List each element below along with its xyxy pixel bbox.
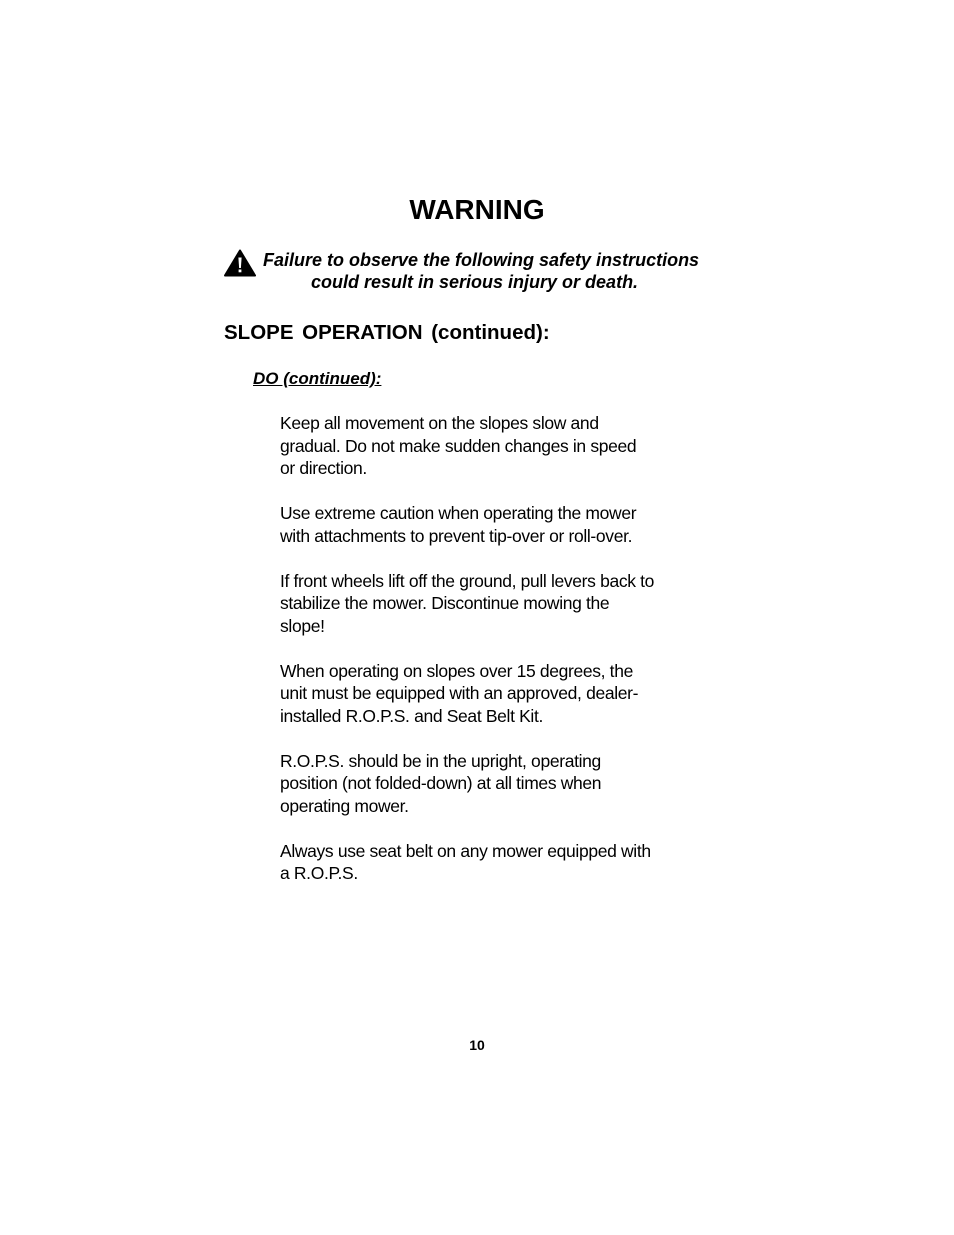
section-heading: SLOPE OPERATION (continued): [224, 321, 550, 344]
instruction-paragraph: When operating on slopes over 15 degrees, the unit must be equipped with an approved, dealer- installed R.O.P.S. and Seat Belt Kit. [280, 660, 639, 726]
instruction-paragraph: Keep all movement on the slopes slow and gradual. Do not make sudden changes in speed or direction. [280, 413, 637, 478]
warning-text-line-1: Failure to observe the following safety instructions [263, 250, 700, 270]
instruction-paragraph: Always use seat belt on any mower equipped with a R.O.P.S. [280, 840, 651, 883]
instruction-paragraph: R.O.P.S. should be in the upright, operating position (not folded-down) at all times when operating mower. [280, 750, 602, 816]
warning-banner [224, 249, 724, 299]
warning-triangle-icon [224, 249, 256, 277]
subheading: DO (continued): [253, 369, 382, 388]
warning-text-line-2: could result in serious injury or death. [311, 272, 639, 292]
instructions-list [280, 412, 700, 907]
page-number: 10 [469, 1037, 485, 1053]
instruction-paragraph: Use extreme caution when operating the mower with attachments to prevent tip-over or roll-over. [280, 503, 637, 546]
instruction-paragraph: If front wheels lift off the ground, pull levers back to stabilize the mower. Discontinue mowing the slope! [280, 570, 655, 636]
page-title: WARNING [409, 194, 545, 225]
